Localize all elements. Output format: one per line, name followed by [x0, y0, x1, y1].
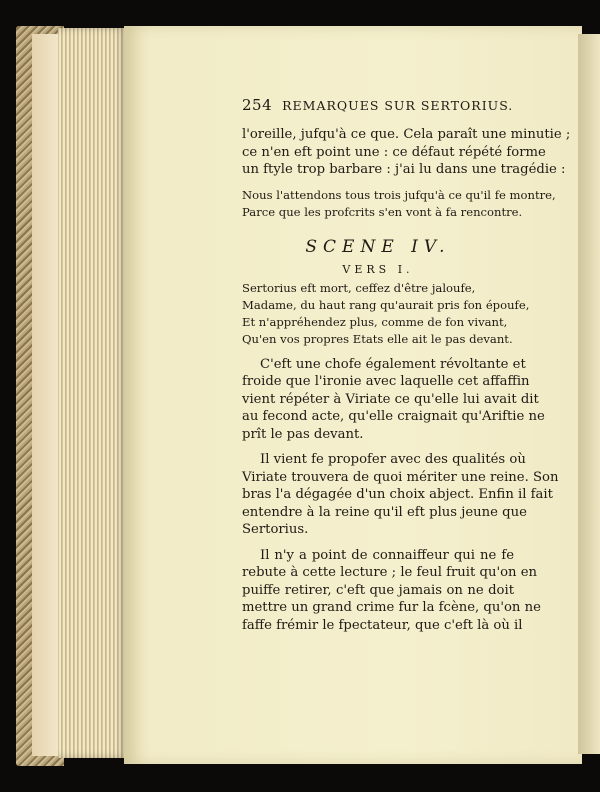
text-line: froide que l'ironie avec laquelle cet affaffin — [242, 374, 530, 389]
text-line: entendre à la reine qu'il eft plus jeune que — [242, 504, 527, 520]
verse-line: Sertorius eft mort, ceffez d'être jaloufe, — [242, 280, 476, 295]
text-line: bras l'a dégagée d'un choix abject. Enfin il fait — [242, 487, 553, 502]
verse-line: Madame, du haut rang qu'aurait pris fon époufe, — [242, 297, 530, 312]
scene-heading: SCENE IV. — [305, 236, 451, 257]
verse-line: Parce que les profcrits s'en vont à fa rencontre. — [242, 204, 523, 219]
verse-number: VERS I. — [342, 262, 414, 276]
running-title: REMARQUES SUR SERTORIUS. — [282, 98, 514, 113]
text-line: l'oreille, jufqu'à ce que. Cela paraît une minutie ; — [242, 127, 571, 142]
text-line: vient répéter à Viriate ce qu'elle lui avait dit — [242, 391, 539, 407]
text-line: rebute à cette lecture ; le feul fruit qu'on en — [242, 565, 537, 580]
verse-line: Qu'en vos propres Etats elle ait le pas devant. — [242, 331, 513, 346]
page-text — [242, 96, 571, 634]
facing-page-edge — [578, 34, 600, 754]
text-line: puiffe retirer, c'eft que jamais on ne doit — [242, 582, 514, 598]
text-line: Il n'y a point de connaiffeur qui ne fe — [260, 547, 514, 563]
text-line: mettre un grand crime fur la fcène, qu'on ne — [242, 600, 541, 615]
text-line: au fecond acte, qu'elle craignait qu'Ariftie ne — [242, 409, 545, 424]
running-header — [242, 96, 514, 114]
text-line: Sertorius. — [242, 522, 309, 537]
paragraph-3 — [242, 547, 541, 635]
text-line: Viriate trouvera de quoi mériter une reine. Son — [242, 469, 559, 485]
endpaper — [32, 34, 58, 756]
verse-line: Et n'appréhendez plus, comme de fon vivant, — [242, 314, 508, 329]
opening-paragraph — [242, 126, 571, 179]
page-stack — [58, 28, 128, 758]
text-line: ce n'en eft point une : ce défaut répété forme — [242, 144, 546, 160]
quote-block-2 — [242, 280, 530, 348]
text-line: un ftyle trop barbare : j'ai lu dans une tragédie : — [242, 162, 566, 177]
text-line: prît le pas devant. — [242, 426, 364, 442]
text-line: Il vient fe propofer avec des qualités où — [260, 452, 526, 467]
text-line: faffe frémir le fpectateur, que c'eft là où il — [242, 617, 523, 633]
text-line: C'eft une chofe également révoltante et — [260, 356, 526, 372]
paragraph-2 — [242, 451, 559, 539]
verse-line: Nous l'attendons tous trois jufqu'à ce qu'il fe montre, — [242, 187, 556, 202]
page-number: 254 — [242, 96, 273, 114]
paragraph-1 — [242, 356, 545, 444]
quote-block-1 — [242, 187, 556, 221]
